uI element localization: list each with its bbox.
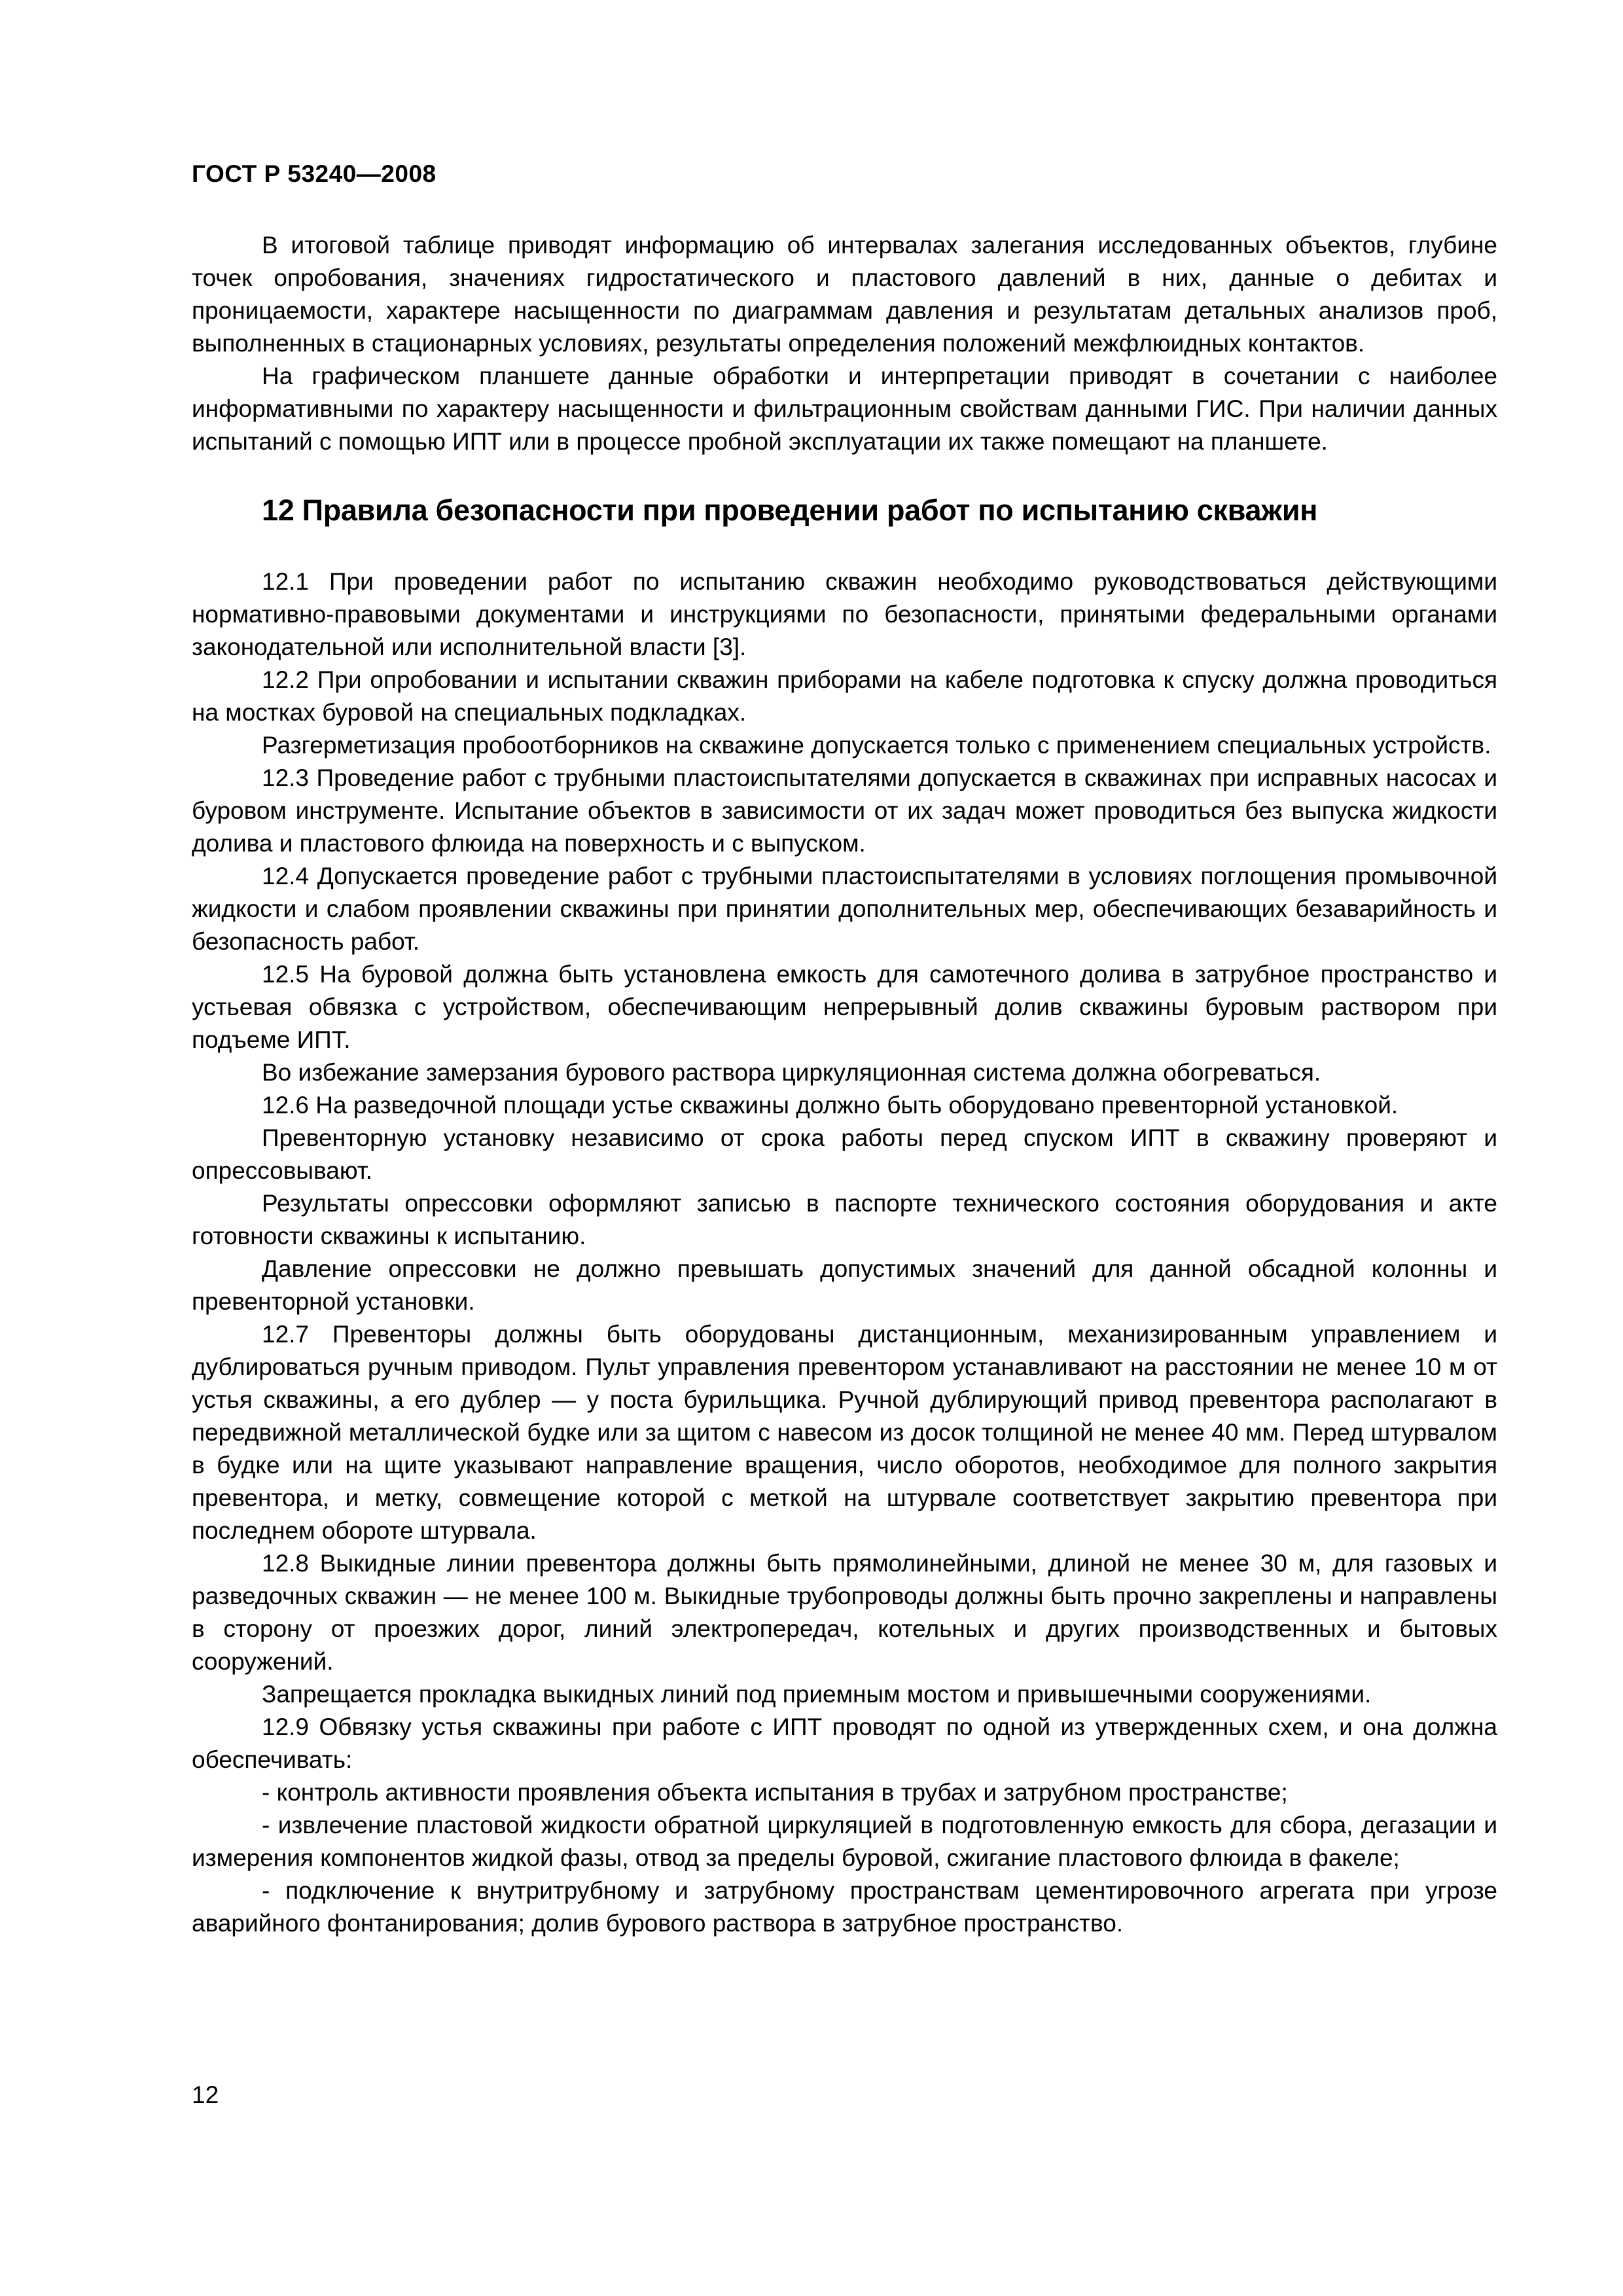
section-paragraph: Разгерметизация пробоотборников на скважине допускается только с применением специальных устройств. [262,732,1491,759]
list-item: - извлечение пластовой жидкости обратной циркуляцией в подготовленную емкость для сбора, дегазации и измерения компонентов жидкой фазы, отвод за пределы буровой, сжигание пластового флюида в факеле; [192,1812,1497,1871]
section-paragraph: 12.1 При проведении работ по испытанию скважин необходимо руководствоваться действующими нормативно-правовыми документами и инструкциями по безопасности, принятыми федеральными органами законодательной или исполнительной власти [3]. [192,568,1497,660]
section-paragraph: 12.4 Допускается проведение работ с трубными пластоиспытателями в условиях поглощения промывочной жидкости и слабом проявлении скважины при принятии дополнительных мер, обеспечивающих безаварийность и безопасность работ. [192,863,1497,955]
section-paragraph: 12.9 Обвязку устья скважины при работе с ИПТ проводят по одной из утвержденных схем, и она должна обеспечивать: [192,1713,1497,1773]
section-paragraph: 12.2 При опробовании и испытании скважин приборами на кабеле подготовка к спуску должна проводиться на мостках буровой на специальных подкладках. [192,666,1497,726]
section-paragraph: Давление опрессовки не должно превышать допустимых значений для данной обсадной колонны и превенторной установки. [192,1255,1497,1315]
list-item: - контроль активности проявления объекта испытания в трубах и затрубном пространстве; [262,1779,1288,1806]
page-number: 12 [192,2081,219,2108]
document-body [192,229,1497,1940]
section-paragraph: 12.6 На разведочной площади устье скважины должно быть оборудовано превенторной установкой. [262,1092,1399,1119]
section-paragraph: Во избежание замерзания бурового раствора циркуляционная система должна обогреваться. [262,1059,1321,1086]
list-item: - подключение к внутритрубному и затрубному пространствам цементировочного агрегата при угрозе аварийного фонтанирования; долив бурового раствора в затрубное пространство. [192,1877,1497,1937]
section-paragraph: 12.7 Превенторы должны быть оборудованы дистанционным, механизированным управлением и дублироваться ручным приводом. Пульт управления превентором устанавливают на расстоянии не менее 10 м от устья скважины, а его дублер — у поста бурильщика. Ручной дублирующий привод превентора располагают в передвижной металлической будке или за щитом с навесом из досок толщиной не менее 40 мм. Перед штурвалом в будке или на щите указывают направление вращения, число оборотов, необходимое для полного закрытия превентора, и метку, совмещение которой с меткой на штурвале соответствует закрытию превентора при последнем обороте штурвала. [192,1321,1497,1544]
section-title: 12 Правила безопасности при проведении работ по испытанию скважин [262,493,1318,527]
section-paragraph: 12.8 Выкидные линии превентора должны быть прямолинейными, длиной не менее 30 м, для газовых и разведочных скважин — не менее 100 м. Выкидные трубопроводы должны быть прочно закреплены и направлены в сторону от проезжих дорог, линий электропередач, котельных и других производственных и бытовых сооружений. [192,1550,1497,1675]
section-paragraph: 12.3 Проведение работ с трубными пластоиспытателями допускается в скважинах при исправных насосах и буровом инструменте. Испытание объектов в зависимости от их задач может проводиться без выпуска жидкости долива и пластового флюида на поверхность и с выпуском. [192,764,1497,857]
section-paragraph: Запрещается прокладка выкидных линий под приемным мостом и привышечными сооружениями. [262,1681,1372,1708]
document-header-code: ГОСТ Р 53240—2008 [192,160,437,187]
section-paragraph: 12.5 На буровой должна быть установлена емкость для самотечного долива в затрубное пространство и устьевая обвязка с устройством, обеспечивающим непрерывный долив скважины буровым раствором при подъеме ИПТ. [192,961,1497,1053]
intro-paragraph-1: В итоговой таблице приводят информацию об интервалах залегания исследованных объектов, глубине точек опробования, значениях гидростатического и пластового давлений в них, данные о дебитах и проницаемости, характере насыщенности по диаграммам давления и результатам детальных анализов проб, выполненных в стационарных условиях, результаты определения положений межфлюидных контактов. [192,232,1497,357]
section-paragraph: Превенторную установку независимо от срока работы перед спуском ИПТ в скважину проверяют и опрессовывают. [192,1124,1497,1184]
section-paragraph: Результаты опрессовки оформляют записью в паспорте технического состояния оборудования и акте готовности скважины к испытанию. [192,1190,1497,1249]
intro-paragraph-2: На графическом планшете данные обработки и интерпретации приводят в сочетании с наиболее информативными по характеру насыщенности и фильтрационным свойствам данными ГИС. При наличии данных испытаний с помощью ИПТ или в процессе пробной эксплуатации их также помещают на планшете. [192,363,1497,455]
